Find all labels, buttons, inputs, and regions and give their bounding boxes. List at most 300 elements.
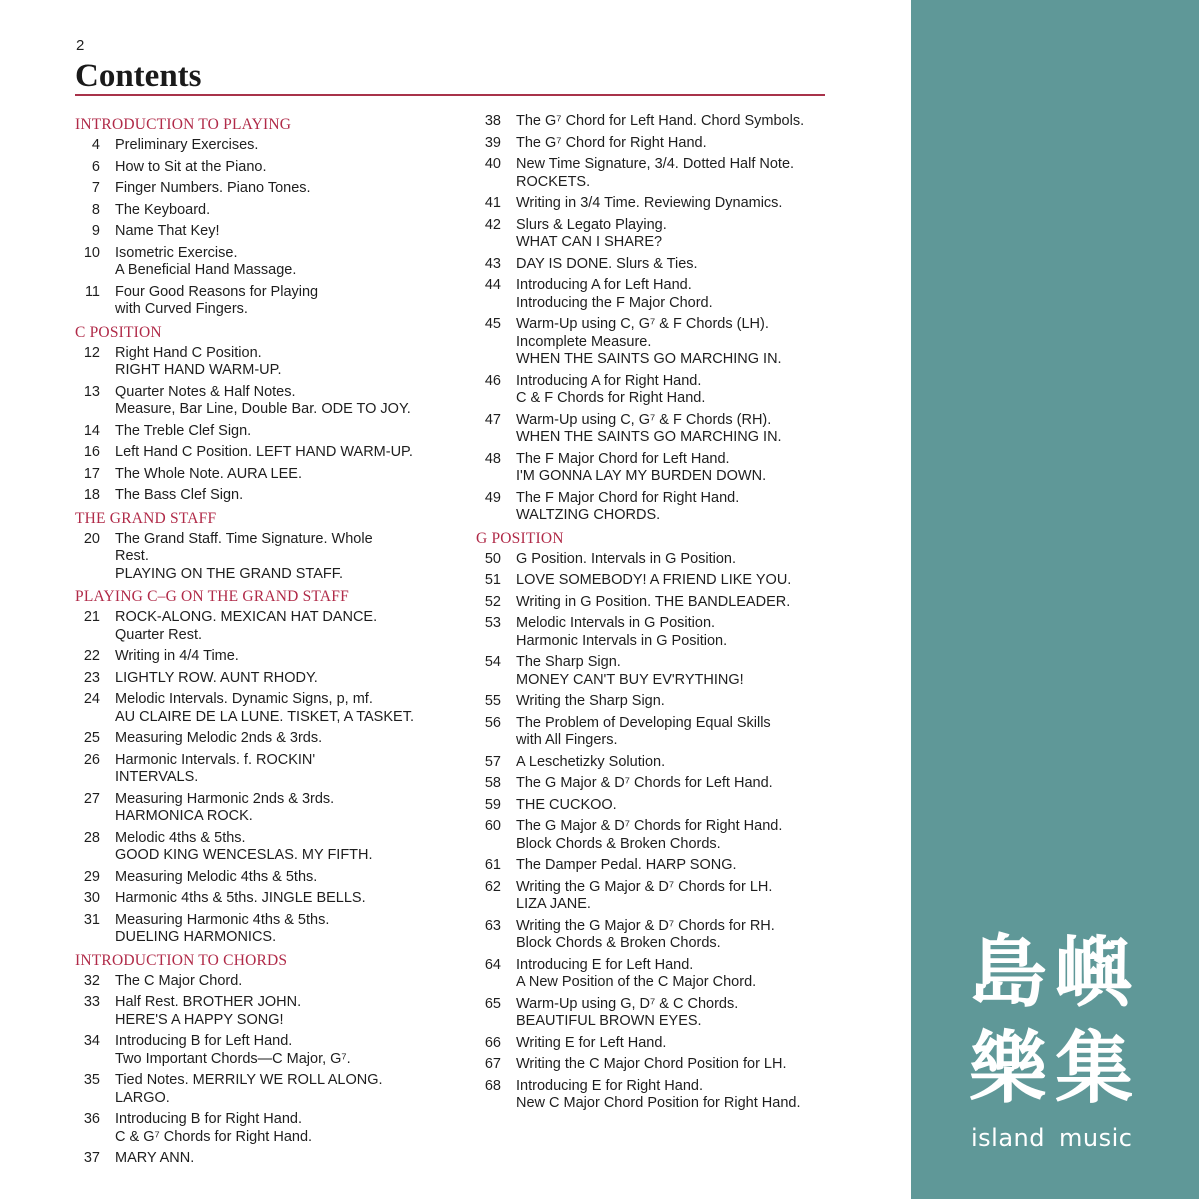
entry-page-number: 60 <box>484 818 501 834</box>
entry-page-number: 9 <box>91 223 100 239</box>
toc-entry <box>476 857 896 875</box>
entry-line: PLAYING ON THE GRAND STAFF. <box>115 565 344 582</box>
entry-page-number: 39 <box>484 134 501 151</box>
entry-title <box>516 316 782 369</box>
entry-title <box>115 159 267 177</box>
toc-entry <box>476 316 896 369</box>
entry-title <box>115 137 258 155</box>
entry-line: Quarter Notes & Half Notes. <box>115 383 296 400</box>
entry-line: MONEY CAN'T BUY EV'RYTHING! <box>516 671 744 688</box>
toc-entry <box>476 156 896 191</box>
toc-entry <box>75 973 465 991</box>
entry-title <box>516 775 773 793</box>
entry-page-number: 31 <box>83 911 100 928</box>
entry-line: The G⁷ Chord for Right Hand. <box>516 134 707 151</box>
entry-line: Warm-Up using C, G⁷ & F Chords (LH). <box>516 316 769 332</box>
entry-line: Block Chords & Broken Chords. <box>516 835 721 852</box>
toc-entry <box>476 412 896 447</box>
toc-entry <box>75 487 465 505</box>
entry-title <box>115 466 302 484</box>
entry-page-number: 66 <box>484 1034 501 1051</box>
entry-line: A Beneficial Hand Massage. <box>115 262 297 278</box>
entry-page-number: 53 <box>484 615 501 631</box>
entry-line: Two Important Chords—C Major, G⁷. <box>115 1050 351 1067</box>
entry-line: Writing E for Left Hand. <box>516 1034 667 1051</box>
entry-title <box>115 384 411 419</box>
entry-line: Preliminary Exercises. <box>115 137 259 153</box>
entry-title <box>115 444 413 462</box>
entry-page-number: 26 <box>83 751 100 768</box>
entry-line: Quarter Rest. <box>115 626 203 643</box>
entry-page-number: 29 <box>83 868 100 885</box>
entry-line: Writing in 3/4 Time. Reviewing Dynamics. <box>516 195 783 211</box>
toc-entry <box>476 1035 896 1053</box>
toc-entry <box>476 693 896 711</box>
page-number: 2 <box>76 37 85 54</box>
toc-entry <box>476 451 896 486</box>
entry-line: Writing the G Major & D⁷ Chords for RH. <box>516 917 775 934</box>
brand-logo-latin <box>971 1124 1132 1152</box>
entry-page-number: 22 <box>83 648 100 664</box>
section-heading: C POSITION <box>75 323 162 341</box>
entry-title <box>115 730 322 748</box>
toc-entry <box>75 730 465 748</box>
entry-line: ROCK-ALONG. MEXICAN HAT DANCE. <box>115 609 378 625</box>
toc-entry <box>75 444 465 462</box>
entry-title <box>115 973 242 991</box>
brand-logo-cjk <box>969 925 1149 1117</box>
entry-title <box>516 1035 666 1053</box>
entry-page-number: 34 <box>83 1033 100 1049</box>
toc-entry <box>476 256 896 274</box>
toc-entry <box>75 670 465 688</box>
entry-title <box>516 715 771 750</box>
entry-page-number: 10 <box>83 244 100 261</box>
entry-page-number: 37 <box>83 1150 100 1166</box>
toc-entry <box>75 245 465 280</box>
entry-title <box>516 693 665 711</box>
entry-line: The F Major Chord for Left Hand. <box>516 450 730 467</box>
entry-page-number: 21 <box>83 609 100 625</box>
entry-title <box>516 256 698 274</box>
entry-title <box>516 113 804 131</box>
entry-line: LIZA JANE. <box>516 896 591 912</box>
entry-page-number: 13 <box>83 383 100 400</box>
entry-line: THE CUCKOO. <box>516 796 617 813</box>
toc-entry <box>476 1078 896 1113</box>
toc-entry <box>476 615 896 650</box>
entry-line: Slurs & Legato Playing. <box>516 216 667 233</box>
brand-cjk-line-2: 樂集 <box>969 1024 1142 1114</box>
toc-entry <box>476 1056 896 1074</box>
entry-line: New C Major Chord Position for Right Hand. <box>516 1095 801 1111</box>
section-heading: THE GRAND STAFF <box>75 509 217 527</box>
entry-line: C & G⁷ Chords for Right Hand. <box>115 1128 313 1145</box>
entry-page-number: 62 <box>484 878 501 895</box>
entry-line: WALTZING CHORDS. <box>516 507 661 523</box>
toc-entry <box>75 284 465 319</box>
toc-entry <box>476 135 896 153</box>
toc-entry <box>476 797 896 815</box>
section-heading: G POSITION <box>476 529 564 547</box>
entry-page-number: 55 <box>484 693 501 709</box>
entry-page-number: 17 <box>83 465 100 482</box>
entry-line: Melodic Intervals in G Position. <box>516 615 716 631</box>
toc-entry <box>476 373 896 408</box>
toc-entry <box>476 957 896 992</box>
entry-title <box>115 609 377 644</box>
brand-word-music: music <box>1059 1124 1133 1152</box>
brand-word-island: island <box>971 1124 1045 1152</box>
entry-page-number: 18 <box>83 487 100 503</box>
entry-line: Harmonic Intervals in G Position. <box>516 632 728 649</box>
entry-line: The F Major Chord for Right Hand. <box>516 489 740 506</box>
entry-page-number: 7 <box>91 180 100 196</box>
entry-line: The C Major Chord. <box>115 972 243 989</box>
toc-entry <box>75 466 465 484</box>
entry-title <box>115 1111 312 1146</box>
entry-line: AU CLAIRE DE LA LUNE. TISKET, A TASKET. <box>115 708 414 725</box>
entry-line: Measure, Bar Line, Double Bar. ODE TO JOY. <box>115 401 411 417</box>
title-rule <box>75 94 825 96</box>
entry-line: GOOD KING WENCESLAS. MY FIFTH. <box>115 847 373 863</box>
entry-line: C & F Chords for Right Hand. <box>516 390 706 406</box>
entry-line: Measuring Harmonic 4ths & 5ths. <box>115 911 330 928</box>
entry-title <box>115 487 243 505</box>
entry-title <box>516 879 772 914</box>
toc-entry <box>75 791 465 826</box>
entry-page-number: 35 <box>83 1072 100 1088</box>
entry-title <box>115 345 282 380</box>
entry-line: Left Hand C Position. LEFT HAND WARM-UP. <box>115 444 413 460</box>
toc-entry <box>75 223 465 241</box>
entry-line: The Whole Note. AURA LEE. <box>115 465 302 482</box>
toc-entry <box>75 648 465 666</box>
entry-line: BEAUTIFUL BROWN EYES. <box>516 1013 702 1029</box>
toc-entry <box>75 609 465 644</box>
entry-title <box>115 423 251 441</box>
brand-panel <box>911 0 1199 1199</box>
entry-line: New Time Signature, 3/4. Dotted Half Note. <box>516 156 795 172</box>
entry-line: WHEN THE SAINTS GO MARCHING IN. <box>516 351 782 367</box>
entry-page-number: 51 <box>484 572 501 588</box>
toc-entry <box>75 137 465 155</box>
toc-entry <box>75 691 465 726</box>
entry-title <box>516 135 707 153</box>
entry-line: Introducing A for Right Hand. <box>516 372 702 389</box>
toc-entry <box>476 879 896 914</box>
toc-entry <box>75 423 465 441</box>
toc-entry <box>476 217 896 252</box>
entry-title <box>115 1150 194 1168</box>
entry-page-number: 45 <box>484 316 501 332</box>
entry-title <box>115 648 239 666</box>
entry-page-number: 44 <box>484 277 501 293</box>
entry-page-number: 56 <box>484 714 501 731</box>
section-heading: INTRODUCTION TO CHORDS <box>75 951 288 969</box>
toc-entry <box>75 890 465 908</box>
toc-entry <box>476 654 896 689</box>
entry-line: Warm-Up using C, G⁷ & F Chords (RH). <box>516 411 772 428</box>
entry-title <box>516 797 617 815</box>
entry-page-number: 14 <box>83 422 100 439</box>
entry-page-number: 33 <box>83 994 100 1010</box>
entry-line: Writing the G Major & D⁷ Chords for LH. <box>516 878 773 895</box>
entry-page-number: 16 <box>83 444 100 460</box>
section-heading: INTRODUCTION TO PLAYING <box>75 116 292 133</box>
entry-title <box>115 180 311 198</box>
entry-page-number: 38 <box>484 113 501 129</box>
entry-title <box>115 752 315 787</box>
entry-line: The G Major & D⁷ Chords for Right Hand. <box>516 818 783 834</box>
toc-entry <box>476 195 896 213</box>
entry-title <box>516 996 738 1031</box>
entry-line: Harmonic Intervals. f. ROCKIN' <box>115 751 316 768</box>
entry-line: DAY IS DONE. Slurs & Ties. <box>516 255 698 272</box>
toc-entry <box>476 594 896 612</box>
entry-title <box>115 994 301 1029</box>
entry-line: The Bass Clef Sign. <box>115 487 244 503</box>
entry-page-number: 50 <box>484 550 501 567</box>
entry-line: Melodic Intervals. Dynamic Signs, p, mf. <box>115 691 373 707</box>
entry-line: Measuring Melodic 4ths & 5ths. <box>115 868 318 885</box>
toc-entry <box>476 551 896 569</box>
entry-title <box>115 202 210 220</box>
toc-entry <box>476 113 896 131</box>
entry-title <box>516 490 739 525</box>
entry-page-number: 65 <box>484 995 501 1012</box>
entry-line: Writing in 4/4 Time. <box>115 648 239 664</box>
entry-page-number: 42 <box>484 216 501 233</box>
entry-title <box>516 551 736 569</box>
entry-title <box>516 918 775 953</box>
entry-line: Finger Numbers. Piano Tones. <box>115 180 311 196</box>
entry-title <box>516 217 667 252</box>
entry-title <box>516 1078 800 1113</box>
toc-entry <box>75 752 465 787</box>
entry-line: I'M GONNA LAY MY BURDEN DOWN. <box>516 468 767 484</box>
entry-line: Tied Notes. MERRILY WE ROLL ALONG. <box>115 1072 383 1088</box>
page-title: Contents <box>75 58 202 94</box>
entry-line: Measuring Melodic 2nds & 3rds. <box>115 730 323 746</box>
entry-page-number: 36 <box>83 1111 100 1127</box>
entry-title <box>115 791 334 826</box>
entry-line: Name That Key! <box>115 223 220 239</box>
entry-line: MARY ANN. <box>115 1150 195 1166</box>
entry-page-number: 47 <box>484 411 501 428</box>
entry-page-number: 48 <box>484 450 501 467</box>
entry-line: Introducing E for Right Hand. <box>516 1077 703 1094</box>
entry-line: How to Sit at the Piano. <box>115 158 267 175</box>
toc-entry <box>476 572 896 590</box>
toc-entry <box>75 830 465 865</box>
entry-line: Introducing A for Left Hand. <box>516 277 692 293</box>
entry-line: The Grand Staff. Time Signature. Whole <box>115 530 373 547</box>
entry-title <box>516 277 713 312</box>
entry-page-number: 57 <box>484 753 501 770</box>
toc-entry <box>75 531 465 584</box>
entry-line: The Treble Clef Sign. <box>115 422 252 439</box>
toc-left-column <box>75 113 465 1172</box>
entry-line: INTERVALS. <box>115 769 199 785</box>
toc-entry <box>75 180 465 198</box>
entry-title <box>115 830 373 865</box>
entry-line: Incomplete Measure. <box>516 333 652 350</box>
toc-entry <box>75 159 465 177</box>
entry-title <box>516 195 782 213</box>
entry-title <box>516 818 782 853</box>
toc-entry <box>476 996 896 1031</box>
entry-line: Rest. <box>115 548 149 564</box>
toc-entry <box>75 869 465 887</box>
toc-entry <box>75 345 465 380</box>
entry-title <box>115 1072 383 1107</box>
entry-page-number: 46 <box>484 372 501 389</box>
entry-page-number: 32 <box>83 972 100 989</box>
entry-page-number: 64 <box>484 956 501 973</box>
toc-entry <box>75 912 465 947</box>
entry-line: Writing the Sharp Sign. <box>516 693 665 709</box>
entry-title <box>516 156 794 191</box>
entry-title <box>516 615 727 650</box>
entry-line: HERE'S A HAPPY SONG! <box>115 1011 284 1028</box>
entry-line: ROCKETS. <box>516 173 591 190</box>
entry-title <box>115 912 329 947</box>
entry-title <box>115 245 296 280</box>
entry-page-number: 63 <box>484 917 501 934</box>
entry-line: Introducing B for Right Hand. <box>115 1111 302 1127</box>
toc-entry <box>476 490 896 525</box>
entry-line: Four Good Reasons for Playing <box>115 283 319 300</box>
entry-page-number: 6 <box>91 158 100 175</box>
entry-line: A New Position of the C Major Chord. <box>516 974 757 990</box>
entry-line: HARMONICA ROCK. <box>115 808 253 824</box>
entry-page-number: 49 <box>484 489 501 506</box>
entry-line: The G Major & D⁷ Chords for Left Hand. <box>516 775 773 791</box>
toc-entry <box>75 994 465 1029</box>
toc-entry <box>476 818 896 853</box>
entry-title <box>516 754 665 772</box>
toc-entry <box>476 918 896 953</box>
entry-page-number: 68 <box>484 1077 501 1094</box>
entry-title <box>115 869 317 887</box>
toc-entry <box>75 384 465 419</box>
entry-page-number: 8 <box>91 201 100 218</box>
entry-line: Measuring Harmonic 2nds & 3rds. <box>115 790 335 807</box>
entry-page-number: 20 <box>83 530 100 547</box>
toc-entry <box>75 202 465 220</box>
entry-line: Introducing B for Left Hand. <box>115 1033 293 1049</box>
entry-title <box>516 412 782 447</box>
toc-entry <box>476 715 896 750</box>
entry-line: G Position. Intervals in G Position. <box>516 550 737 567</box>
entry-line: Right Hand C Position. <box>115 344 262 361</box>
entry-line: Isometric Exercise. <box>115 244 238 261</box>
entry-page-number: 25 <box>83 730 100 746</box>
toc-entry <box>75 1072 465 1107</box>
entry-page-number: 59 <box>484 796 501 813</box>
entry-line: The Problem of Developing Equal Skills <box>516 714 771 731</box>
toc-entry <box>476 754 896 772</box>
entry-line: Introducing the F Major Chord. <box>516 294 713 311</box>
toc-entry <box>476 277 896 312</box>
entry-title <box>115 1033 351 1068</box>
entry-page-number: 67 <box>484 1056 501 1072</box>
entry-title <box>516 857 737 875</box>
entry-line: Writing the C Major Chord Position for LH. <box>516 1056 787 1072</box>
entry-line: Melodic 4ths & 5ths. <box>115 829 246 846</box>
entry-line: WHEN THE SAINTS GO MARCHING IN. <box>516 429 782 445</box>
entry-line: The Sharp Sign. <box>516 654 621 670</box>
toc-right-column <box>476 113 896 1117</box>
entry-line: Warm-Up using G, D⁷ & C Chords. <box>516 995 739 1012</box>
entry-title <box>516 373 705 408</box>
entry-line: LARGO. <box>115 1089 170 1106</box>
entry-line: Block Chords & Broken Chords. <box>516 935 721 951</box>
entry-title <box>516 957 756 992</box>
entry-line: Introducing E for Left Hand. <box>516 956 694 973</box>
entry-page-number: 27 <box>83 790 100 807</box>
section-heading: PLAYING C–G ON THE GRAND STAFF <box>75 588 349 605</box>
entry-title <box>516 572 791 590</box>
entry-page-number: 41 <box>484 195 501 211</box>
entry-page-number: 61 <box>484 857 501 873</box>
entry-page-number: 40 <box>484 156 501 172</box>
entry-page-number: 58 <box>484 775 501 791</box>
entry-page-number: 30 <box>83 890 100 906</box>
entry-title <box>115 223 220 241</box>
entry-page-number: 4 <box>91 137 100 153</box>
entry-page-number: 28 <box>83 829 100 846</box>
toc-entry <box>75 1033 465 1068</box>
entry-page-number: 52 <box>484 593 501 610</box>
entry-title <box>516 594 790 612</box>
entry-title <box>115 670 318 688</box>
entry-line: Writing in G Position. THE BANDLEADER. <box>516 593 791 610</box>
toc-entry <box>476 775 896 793</box>
entry-line: with Curved Fingers. <box>115 301 248 317</box>
entry-title <box>115 691 414 726</box>
entry-title <box>115 284 318 319</box>
entry-line: Half Rest. BROTHER JOHN. <box>115 994 302 1010</box>
entry-line: A Leschetizky Solution. <box>516 753 666 770</box>
entry-title <box>115 531 373 584</box>
toc-entry <box>75 1111 465 1146</box>
entry-title <box>516 451 766 486</box>
brand-cjk-line-1: 島嶼 <box>969 928 1142 1018</box>
toc-entry <box>75 1150 465 1168</box>
entry-line: The Keyboard. <box>115 201 211 218</box>
entry-line: LIGHTLY ROW. AUNT RHODY. <box>115 669 318 686</box>
entry-page-number: 11 <box>84 283 100 300</box>
entry-line: The Damper Pedal. HARP SONG. <box>516 857 737 873</box>
entry-line: Harmonic 4ths & 5ths. JINGLE BELLS. <box>115 890 366 906</box>
entry-title <box>115 890 366 908</box>
entry-line: The G⁷ Chord for Left Hand. Chord Symbols. <box>516 113 805 129</box>
entry-title <box>516 1056 787 1074</box>
entry-title <box>516 654 744 689</box>
entry-page-number: 54 <box>484 654 501 670</box>
entry-page-number: 24 <box>83 691 100 707</box>
entry-line: with All Fingers. <box>516 732 618 748</box>
entry-page-number: 12 <box>83 344 100 361</box>
entry-line: WHAT CAN I SHARE? <box>516 234 663 250</box>
entry-line: DUELING HARMONICS. <box>115 929 277 945</box>
entry-page-number: 43 <box>484 255 501 272</box>
entry-line: LOVE SOMEBODY! A FRIEND LIKE YOU. <box>516 572 792 588</box>
entry-page-number: 23 <box>83 669 100 686</box>
entry-line: RIGHT HAND WARM-UP. <box>115 362 282 378</box>
